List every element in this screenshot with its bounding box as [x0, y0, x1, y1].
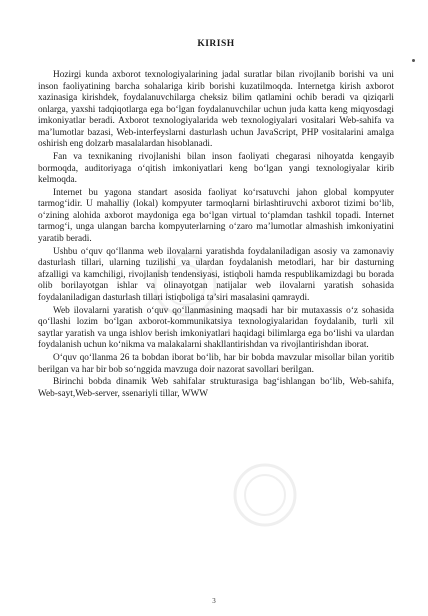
paragraph: Fan va texnikaning rivojlanishi bilan inson faoliyati chegarasi nihoyatda kengayib bormoqda, auditoriyaga o‘qitish imkoniyatlari keng bo‘lgan yangi texnologiyalar kirib kelmoqda. [38, 152, 394, 186]
paragraph: Hozirgi kunda axborot texnologiyalarining jadal suratlar bilan rivojlanib borishi va uni inson faoliyatining barcha sohalariga kirib borishi kuzatilmoqda. Internetga kirish axborot xazinasiga kirishdek, foydalanuvchilarga cheksiz bilim qatlamini ochib beradi va qiziqarli onlarga, yaxshi tadqiqotlarga ega bo‘lgan foydalanuvchilar uchun juda katta keng miqyosdagi imkoniyatlar beradi. Axborot texnologiyalarida web texnologiyalari vositalari Web-sahifa va ma’lumotlar bazasi, Web-interfeyslarni dasturlash uchun JavaScript, PHP vositalarini amalga oshirish eng dolzarb masalalardan hisoblanadi. [38, 70, 394, 150]
page-number: 3 [212, 597, 216, 605]
paragraph: Web ilovalarni yaratish o‘quv qo‘llanmasining maqsadi har bir mutaxassis o‘z sohasida qo‘llashi lozim bo‘lgan axborot-kommunikatsiya texnologiyalaridan foydalanib, turli xil saytlar yaratish va unga ishlov berish imkoniyatlari haqidagi bilimlarga ega bo‘lishi va ulardan foydalanish uchun ko‘nikma va malakalarni shakllantirishdan va rivojlantirishdan iborat. [38, 305, 394, 351]
paragraph: Birinchi bobda dinamik Web sahifalar strukturasiga bag‘ishlangan bo‘lib, Web-sahifa, Web-sayt,Web-server, ssenariyli tillar, WWW [38, 377, 394, 399]
watermark-stamp [230, 460, 300, 530]
section-title: KIRISH [197, 39, 235, 49]
paragraph: Internet bu yagona standart asosida faoliyat ko‘rsatuvchi jahon global kompyuter tarmog‘idir. U mahalliy (lokal) kompyuter tarmoqlarni birlashtiruvchi axborot tizimi bo‘lib, o‘zining alohida axborot maydoniga ega bo‘lgan virtual to‘plamdan tashkil topadi. Internet tarmog‘i, unga ulangan barcha kompyuterlarning o‘zaro ma’lumotlar almashish imkoniyatini yaratib beradi. [38, 187, 394, 245]
margin-mark [412, 59, 415, 62]
paragraph: Ushbu o‘quv qo‘llanma web ilovalarni yaratishda foydalaniladigan asosiy va zamonaviy dasturlash tillari, ularning tuzilishi va ulardan foydalanish metodlari, har bir dasturning afzalligi va kamchiligi, rivojlanish tendensiyasi, istiqboli hamda respublikamizdagi bu borada olib borilayotgan ishlar va olinayotgan natijalar web ilovalarni yaratish sohasida foydalaniladigan dasturlash tillari istiqboliga ta’siri masalasini qamraydi. [38, 246, 394, 303]
paragraph: O‘quv qo‘llanma 26 ta bobdan iborat bo‘lib, har bir bobda mavzular misollar bilan yoritib berilgan va har bir bob so‘nggida mavzuga doir nazorat savollari berilgan. [38, 353, 394, 375]
